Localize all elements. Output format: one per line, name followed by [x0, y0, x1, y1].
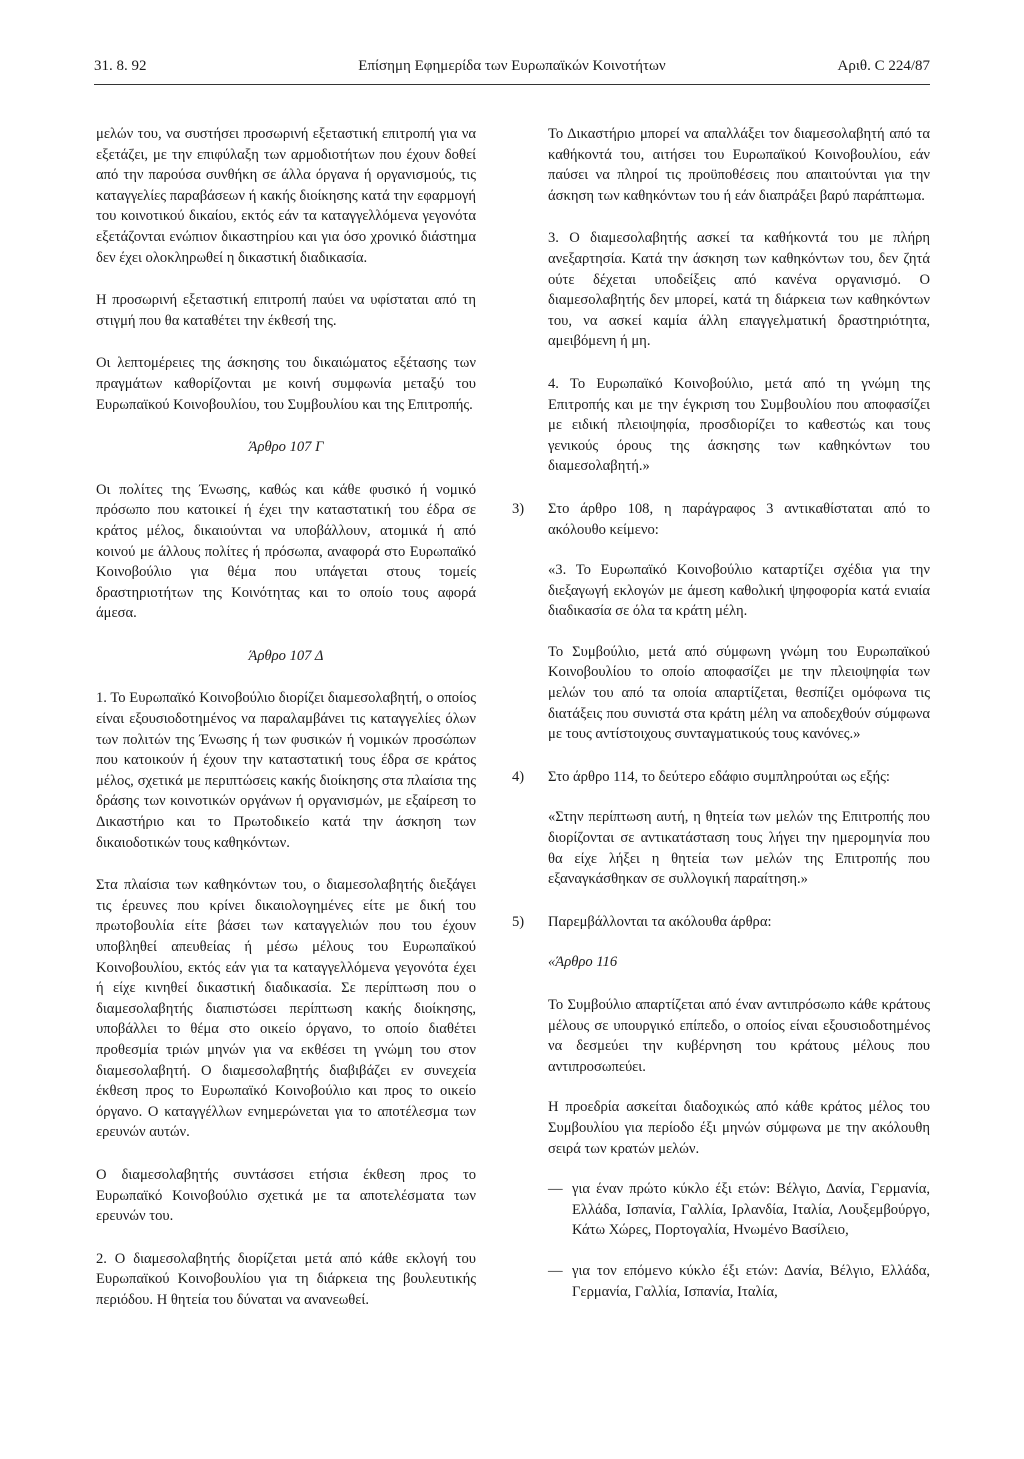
paragraph: 1. Το Ευρωπαϊκό Κοινοβούλιο διορίζει διαμεσολαβητή, ο οποίος είναι εξουσιοδοτημένος να παραλαμβάνει τις καταγγελίες όλων των πολιτών της Ένωσης ή των φυσικών ή νομικών προσώπων που κατοικούν ή έχουν την καταστατική τους έδρα σε κράτος μέλος, σχετικά με περιπτώσεις κακής διοίκησης στα πλαίσια της δράσης των κοινοτικών οργάνων ή οργανισμών, με εξαίρεση το Δικαστήριο και το Πρωτοδικείο κατά την άσκηση των δικαιοδοτικών τους καθηκόντων. [96, 690, 476, 851]
paragraph: Στο άρθρο 114, το δεύτερο εδάφιο συμπληρούται ως εξής: [548, 768, 890, 785]
paragraph: Στα πλαίσια των καθηκόντων του, ο διαμεσολαβητής διεξάγει τις έρευνες που κρίνει δικαιολογημένες είτε με δική του πρωτοβουλία είτε βάσει των καταγγελιών που του έχουν υποβληθεί απευθείας ή μέσω μέλους του Ευρωπαϊκού Κοινοβουλίου, εκτός εάν για τα καταγγελλόμενα γεγονότα έχει ή είχε κινηθεί δικαστική διαδικασία. Σε περίπτωση που ο διαμεσολαβητής διαπιστώσει περίπτωση κακής διοίκησης, υποβάλλει το θέμα στο οικείο όργανο, το οποίο διαθέτει προθεσμία τριών μηνών για να εκθέσει τη γνώμη του στον διαμεσολαβητή. Ο διαμεσολαβητής διαβιβάζει εν συνεχεία έκθεση προς το Ευρωπαϊκό Κοινοβούλιο και προς το οικείο όργανο. Ο καταγγέλλων ενημερώνεται για το αποτέλεσμα των ερευνών αυτών. [96, 877, 476, 1141]
quoted-paragraph: Το Συμβούλιο, μετά από σύμφωνη γνώμη του Ευρωπαϊκού Κοινοβουλίου το οποίο αποφασίζει με την πλειοψηφία των μελών του από τα οποία απαρτίζεται, θεσπίζει ομόφωνα τις διατάξεις που συνιστά στα κράτη μέλη να αποδεχθούν σύμφωνα με τους αντίστοιχους συνταγματικούς τους κανόνες.» [548, 643, 930, 743]
paragraph: Στο άρθρο 108, η παράγραφος 3 αντικαθίσταται από το ακόλουθο κείμενο: [548, 500, 930, 538]
quoted-paragraph: «Στην περίπτωση αυτή, η θητεία των μελών της Επιτροπής που διορίζονται σε αντικατάσταση τους λήγει την ημερομηνία που θα είχε λήξει η θητεία των μελών της Επιτροπής που εξαναγκάσθηκαν σε συλλογική παραίτηση.» [548, 809, 930, 888]
amendment-item-5 [512, 912, 930, 1302]
item-number: 4) [512, 768, 525, 785]
amendment-item-4 [512, 767, 930, 890]
right-column [512, 124, 930, 1324]
paragraph: 4. Το Ευρωπαϊκό Κοινοβούλιο, μετά από τη γνώμη της Επιτροπής και με την έγκριση του Συμβουλίου που αποφασίζει με ειδική πλειοψηφία, προσδιορίζει το καθεστώς και τους γενικούς όρους της άσκησης των καθηκόντων του διαμεσολαβητή.» [548, 375, 930, 475]
quoted-paragraph: «3. Το Ευρωπαϊκό Κοινοβούλιο καταρτίζει σχέδια για την διεξαγωγή εκλογών με άμεση καθολική ψηφοφορία κατά ενιαία διαδικασία σε όλα τα κράτη μέλη. [548, 562, 930, 620]
paragraph: 3. Ο διαμεσολαβητής ασκεί τα καθήκοντά του με πλήρη ανεξαρτησία. Κατά την άσκηση των καθηκόντων του, δεν ζητά ούτε δέχεται υποδείξεις από κανένα οργανισμό. Ο διαμεσολαβητής δεν μπορεί, κατά τη διάρκεια των καθηκόντων του, να ασκεί καμία άλλη επαγγελματική δραστηριότητα, αμειβόμενη ή μη. [548, 230, 930, 350]
left-column [96, 124, 476, 1333]
paragraph: μελών του, να συστήσει προσωρινή εξεταστική επιτροπή για να εξετάζει, με την επιφύλαξη των αρμοδιοτήτων που έχουν δοθεί από την παρούσα συνθήκη σε άλλα όργανα ή οργανισμούς, τις καταγγελίες παραβάσεων ή κακής διοίκησης κατά την εφαρμογή του κοινοτικού δικαίου, εκτός εάν τα καταγγελλόμενα γεγονότα εξετάζονται ενώπιον δικαστηρίου και για όσο χρονικό διάστημα δεν έχει ολοκληρωθεί η δικαστική διαδικασία. [96, 126, 476, 266]
amendment-item-3 [512, 499, 930, 745]
dash-text: για τον επόμενο κύκλο έξι ετών: Δανία, Βέλγιο, Ελλάδα, Γερμανία, Γαλλία, Ισπανία, Ιταλία, [572, 1262, 930, 1300]
dash-list-item [548, 1179, 930, 1241]
page-header [94, 58, 930, 80]
item-number: 5) [512, 913, 525, 930]
paragraph: Οι λεπτομέρειες της άσκησης του δικαιώματος εξέτασης των πραγμάτων καθορίζονται με κοινή συμφωνία μεταξύ του Ευρωπαϊκού Κοινοβουλίου, του Συμβουλίου και της Επιτροπής. [96, 355, 476, 413]
paragraph: 2. Ο διαμεσολαβητής διορίζεται μετά από κάθε εκλογή του Ευρωπαϊκού Κοινοβουλίου για τη διάρκεια της βουλευτικής περιόδου. Η θητεία του δύναται να ανανεωθεί. [96, 1250, 476, 1308]
dash-text: για έναν πρώτο κύκλο έξι ετών: Βέλγιο, Δανία, Γερμανία, Ελλάδα, Ισπανία, Γαλλία, Ιρλανδία, Ιταλία, Λουξεμβούργο, Κάτω Χώρες, Πορτογαλία, Ηνωμένο Βασίλειο, [572, 1181, 930, 1239]
paragraph: Οι πολίτες της Ένωσης, καθώς και κάθε φυσικό ή νομικό πρόσωπο που κατοικεί ή έχει την καταστατική του έδρα σε κράτος μέλος, δικαιούνται να υποβάλλουν, ατομικά ή από κοινού με άλλους πολίτες ή πρόσωπα, αναφορά στο Ευρωπαϊκό Κοινοβούλιο για θέμα που υπάγεται στους τομείς δραστηριοτήτων της Κοινότητας και το οποίο τους αφορά άμεσα. [96, 481, 476, 622]
dash-mark: — [548, 1181, 563, 1198]
article-heading-107g: Άρθρο 107 Γ [248, 439, 324, 456]
paragraph: Η προσωρινή εξεταστική επιτροπή παύει να υφίσταται από τη στιγμή που θα καταθέτει την έκθεσή της. [96, 292, 476, 329]
article-heading-116: «Άρθρο 116 [548, 954, 618, 971]
paragraph: Ο διαμεσολαβητής συντάσσει ετήσια έκθεση προς το Ευρωπαϊκό Κοινοβούλιο σχετικά με τα αποτελέσματα των ερευνών του. [96, 1166, 476, 1225]
paragraph: Το Συμβούλιο απαρτίζεται από έναν αντιπρόσωπο κάθε κράτους μέλους σε υπουργικό επίπεδο, ο οποίος είναι εξουσιοδοτημένος να δεσμεύει την κυβέρνηση του κράτους μέλους που αντιπροσωπεύει. [548, 997, 930, 1075]
dash-mark: — [548, 1262, 563, 1279]
paragraph: Η προεδρία ασκείται διαδοχικώς από κάθε κράτος μέλος του Συμβουλίου για περίοδο έξι μηνών σύμφωνα με την ακόλουθη σειρά των κρατών μελών. [548, 1099, 930, 1157]
header-date: 31. 8. 92 [94, 58, 147, 74]
article-heading-107d: Άρθρο 107 Δ [248, 647, 324, 664]
paragraph: Παρεμβάλλονται τα ακόλουθα άρθρα: [548, 913, 772, 930]
paragraph: Το Δικαστήριο μπορεί να απαλλάξει τον διαμεσολαβητή από τα καθήκοντά του, αιτήσει του Ευρωπαϊκού Κοινοβουλίου, εάν παύσει να πληροί τις προϋποθέσεις που απαιτούνται για την άσκηση των καθηκόντων του ή εάν διαπράξει βαρύ παράπτωμα. [548, 126, 930, 204]
header-reference: Αριθ. C 224/87 [837, 58, 930, 74]
dash-list-item [548, 1261, 930, 1302]
item-number: 3) [512, 500, 525, 517]
header-title: Επίσημη Εφημερίδα των Ευρωπαϊκών Κοινοτήτων [358, 58, 666, 74]
header-rule [94, 84, 930, 85]
